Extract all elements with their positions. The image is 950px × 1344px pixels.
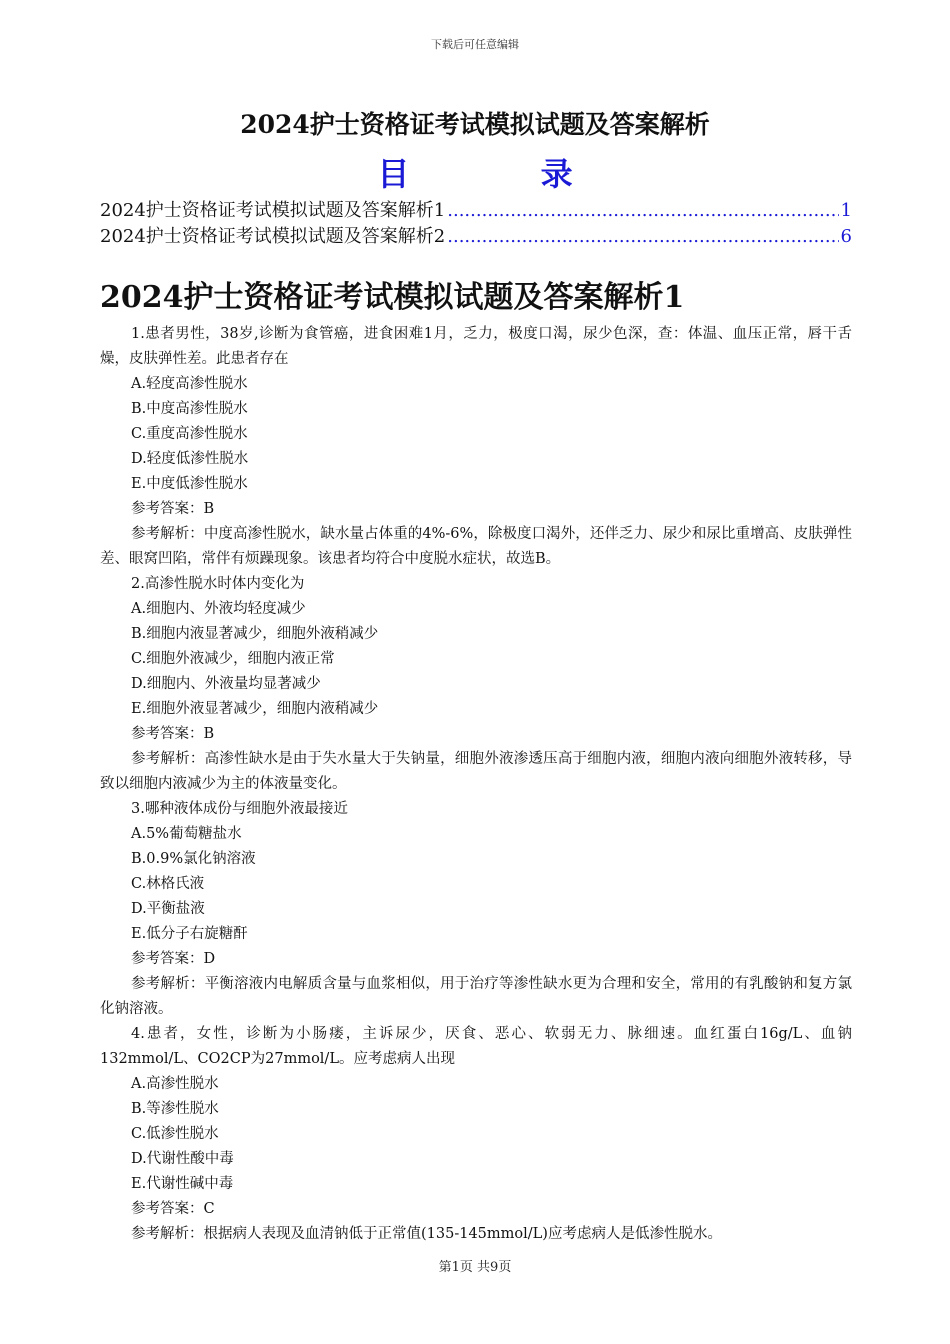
answer-option: D.轻度低渗性脱水 [131,451,249,467]
reference-answer: 参考答案：C [131,1201,215,1217]
answer-option: D.平衡盐液 [131,901,205,917]
toc-entry-text: 2024护士资格证考试模拟试题及答案解析2 [100,226,446,247]
reference-explanation: 参考解析：根据病人表现及血清钠低于正常值(135-145mmol/L)应考虑病人是低渗性脱水。 [131,1226,722,1242]
answer-option: B.等渗性脱水 [131,1101,219,1117]
answer-option: E.中度低渗性脱水 [131,476,248,492]
answer-option: C.重度高渗性脱水 [131,426,248,442]
answer-option: A.轻度高渗性脱水 [131,376,248,392]
answer-option: A.高渗性脱水 [131,1076,219,1092]
toc-entry[interactable] [100,198,852,224]
toc-entry-page: 1 [840,200,852,221]
reference-explanation: 参考解析：高渗性缺水是由于失水量大于失钠量，细胞外液渗透压高于细胞内液，细胞内液向细胞外液转移，导致以细胞内液减少为主的体液量变化。 [100,751,852,792]
question-stem: 1.患者男性，38岁,诊断为食管癌，进食困难1月，乏力，极度口渴，尿少色深，查：体温、血压正常，唇干舌燥，皮肤弹性差。此患者存在 [100,326,852,367]
answer-option: C.低渗性脱水 [131,1126,219,1142]
answer-option: A.5%葡萄糖盐水 [131,826,242,842]
answer-option: C.林格氏液 [131,876,205,892]
question-stem: 2.高渗性脱水时体内变化为 [131,576,305,592]
answer-option: E.代谢性碱中毒 [131,1176,234,1192]
toc-entry[interactable] [100,224,852,250]
question-content [100,322,852,1247]
toc-leader-dots [447,198,838,224]
toc-heading: 目 录 [377,155,633,193]
answer-option: C.细胞外液减少，细胞内液正常 [131,651,335,667]
answer-option: E.低分子右旋糖酐 [131,926,248,942]
answer-option: B.中度高渗性脱水 [131,401,248,417]
answer-option: B.0.9%氯化钠溶液 [131,851,256,867]
question-stem: 3.哪种液体成份与细胞外液最接近 [131,801,348,817]
reference-answer: 参考答案：B [131,501,215,517]
document-title: 2024护士资格证考试模拟试题及答案解析 [240,110,710,139]
toc-entry-page: 6 [840,226,852,247]
answer-option: B.细胞内液显著减少，细胞外液稍减少 [131,626,379,642]
page-header-note: 下载后可任意编辑 [431,38,519,51]
reference-answer: 参考答案：B [131,726,215,742]
answer-option: D.代谢性酸中毒 [131,1151,234,1167]
reference-explanation: 参考解析：中度高渗性脱水，缺水量占体重的4%-6%，除极度口渴外，还伴乏力、尿少和尿比重增高、皮肤弹性差、眼窝凹陷，常伴有烦躁现象。该患者均符合中度脱水症状，故选B。 [100,526,852,567]
table-of-contents [100,198,852,250]
section-heading: 2024护士资格证考试模拟试题及答案解析1 [100,280,685,315]
answer-option: A.细胞内、外液均轻度减少 [131,601,306,617]
toc-entry-text: 2024护士资格证考试模拟试题及答案解析1 [100,200,446,221]
answer-option: E.细胞外液显著减少，细胞内液稍减少 [131,701,379,717]
toc-leader-dots [447,224,838,250]
question-stem: 4.患者，女性，诊断为小肠瘘，主诉尿少，厌食、恶心、软弱无力、脉细速。血红蛋白16g/L、血钠132mmol/L、CO2CP为27mmol/L。应考虑病人出现 [100,1026,852,1067]
page-footer-number: 第1页 共9页 [438,1260,512,1275]
reference-explanation: 参考解析：平衡溶液内电解质含量与血浆相似，用于治疗等渗性缺水更为合理和安全，常用的有乳酸钠和复方氯化钠溶液。 [100,976,852,1017]
answer-option: D.细胞内、外液量均显著减少 [131,676,321,692]
reference-answer: 参考答案：D [131,951,216,967]
